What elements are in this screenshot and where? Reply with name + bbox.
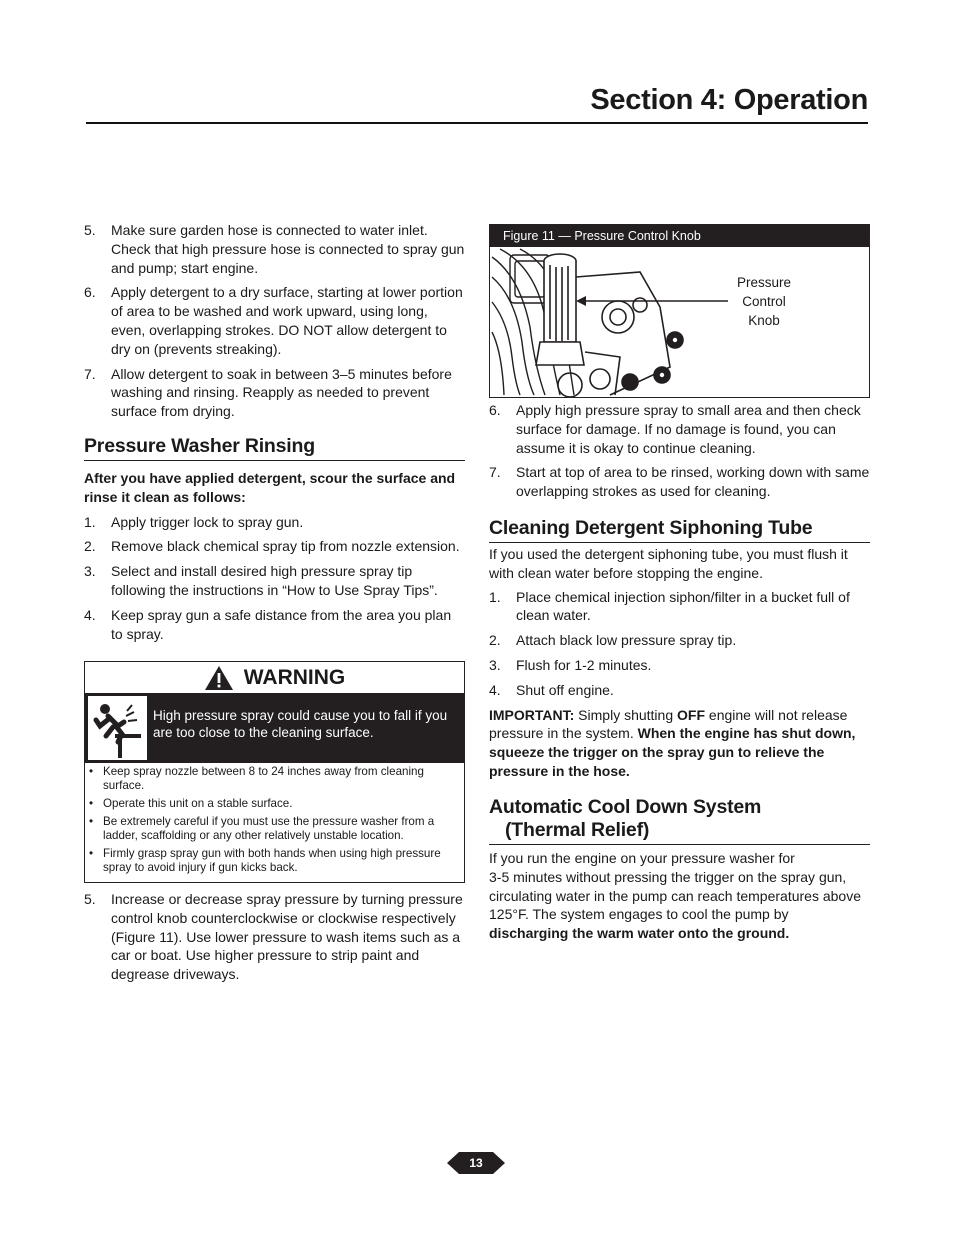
- section-heading-rinsing: Pressure Washer Rinsing: [84, 435, 465, 461]
- siphon-section: [489, 517, 870, 781]
- list-item: • Operate this unit on a stable surface.: [89, 797, 293, 810]
- list-item: 6. Apply high pressure spray to small area and then check surface for damage. If no damage is found, you can assume it is okay to continue cleaning.: [489, 402, 861, 456]
- page-title: Section 4: Operation: [590, 84, 868, 116]
- list-item: 4. Keep spray gun a safe distance from the area you plan to spray.: [84, 606, 452, 642]
- page-number-badge: [447, 1151, 505, 1175]
- section-heading-siphon: Cleaning Detergent Siphoning Tube: [489, 517, 870, 543]
- figure-11: [489, 224, 870, 398]
- list-item: 6. Apply detergent to a dry surface, starting at lower portion of area to be washed and work upward, using long, even, overlapping strokes. DO NOT allow detergent to dry on (prevents streaking).: [84, 284, 463, 357]
- list-item: • Firmly grasp spray gun with both hands when using high pressure spray to avoid injury if gun kicks back.: [89, 847, 441, 874]
- warning-message: High pressure spray could cause you to fall if you are too close to the cleaning surface.: [153, 708, 448, 740]
- list-item: 5. Increase or decrease spray pressure by turning pressure control knob counterclockwise or clockwise respectively (Figure 11). Use lower pressure to wash items such as a car or boat. Use higher pressure to strip paint and degrease driveways.: [84, 891, 463, 983]
- steps-top-list: [84, 221, 465, 421]
- left-column: [84, 221, 465, 427]
- warning-banner: [85, 693, 464, 763]
- list-item: 2. Attach black low pressure spray tip.: [489, 632, 737, 649]
- cooldown-text: If you run the engine on your pressure washer for 3-5 minutes without pressing the trigger on the spray gun, circulating water in the pump can reach temperatures above 125°F. The system engages to cool the pump by discharging the warm water onto the ground.: [489, 850, 861, 942]
- warning-bullets: [89, 765, 461, 879]
- warning-header: [85, 662, 464, 693]
- warning-box: [84, 661, 465, 883]
- warning-triangle-icon: [204, 665, 234, 691]
- figure-callout-label: Pressure Control Knob: [736, 275, 792, 328]
- warning-title: WARNING: [243, 665, 346, 689]
- important-note: IMPORTANT: Simply shutting OFF engine will not release pressure in the system. When the engine has shut down, squeeze the trigger on the spray gun to relieve the pressure in the hose.: [489, 706, 856, 779]
- title-rule: [86, 122, 868, 124]
- list-item: 7. Start at top of area to be rinsed, working down with same overlapping strokes as used for cleaning.: [489, 464, 870, 500]
- fall-hazard-icon: [88, 696, 147, 760]
- rinsing-section: [84, 435, 465, 649]
- pump-illustration: [490, 247, 869, 397]
- list-item: 3. Select and install desired high pressure spray tip following the instructions in “How to Use Spray Tips”.: [84, 563, 438, 598]
- list-item: • Be extremely careful if you must use the pressure washer from a ladder, scaffolding or any other relatively unstable location.: [89, 815, 435, 842]
- right-steps-top: [489, 401, 870, 507]
- siphon-intro: If you used the detergent siphoning tube, you must flush it with clean water before stopping the engine.: [489, 546, 848, 581]
- figure-caption: Figure 11 — Pressure Control Knob: [490, 225, 869, 247]
- list-item: 1. Apply trigger lock to spray gun.: [84, 513, 304, 530]
- list-item: 2. Remove black chemical spray tip from nozzle extension.: [84, 538, 460, 555]
- list-item: 5. Make sure garden hose is connected to water inlet. Check that high pressure hose is connected to spray gun and pump; start engine.: [84, 222, 465, 276]
- cooldown-section: [489, 796, 870, 943]
- list-item: 1. Place chemical injection siphon/filter in a bucket full of clean water.: [489, 588, 850, 624]
- list-item: • Keep spray nozzle between 8 to 24 inches away from cleaning surface.: [89, 765, 424, 792]
- list-item: 3. Flush for 1-2 minutes.: [489, 656, 652, 673]
- list-item: 4. Shut off engine.: [489, 681, 614, 698]
- list-item: 7. Allow detergent to soak in between 3–5 minutes before washing and rinsing. Reapply as needed to prevent surface from drying.: [84, 365, 452, 420]
- page-number: 13: [469, 1156, 483, 1170]
- rinsing-intro: After you have applied detergent, scour the surface and rinse it clean as follows:: [84, 470, 456, 505]
- step-5-block: [84, 890, 465, 990]
- section-heading-cooldown: Automatic Cool Down System (Thermal Relief): [489, 796, 870, 845]
